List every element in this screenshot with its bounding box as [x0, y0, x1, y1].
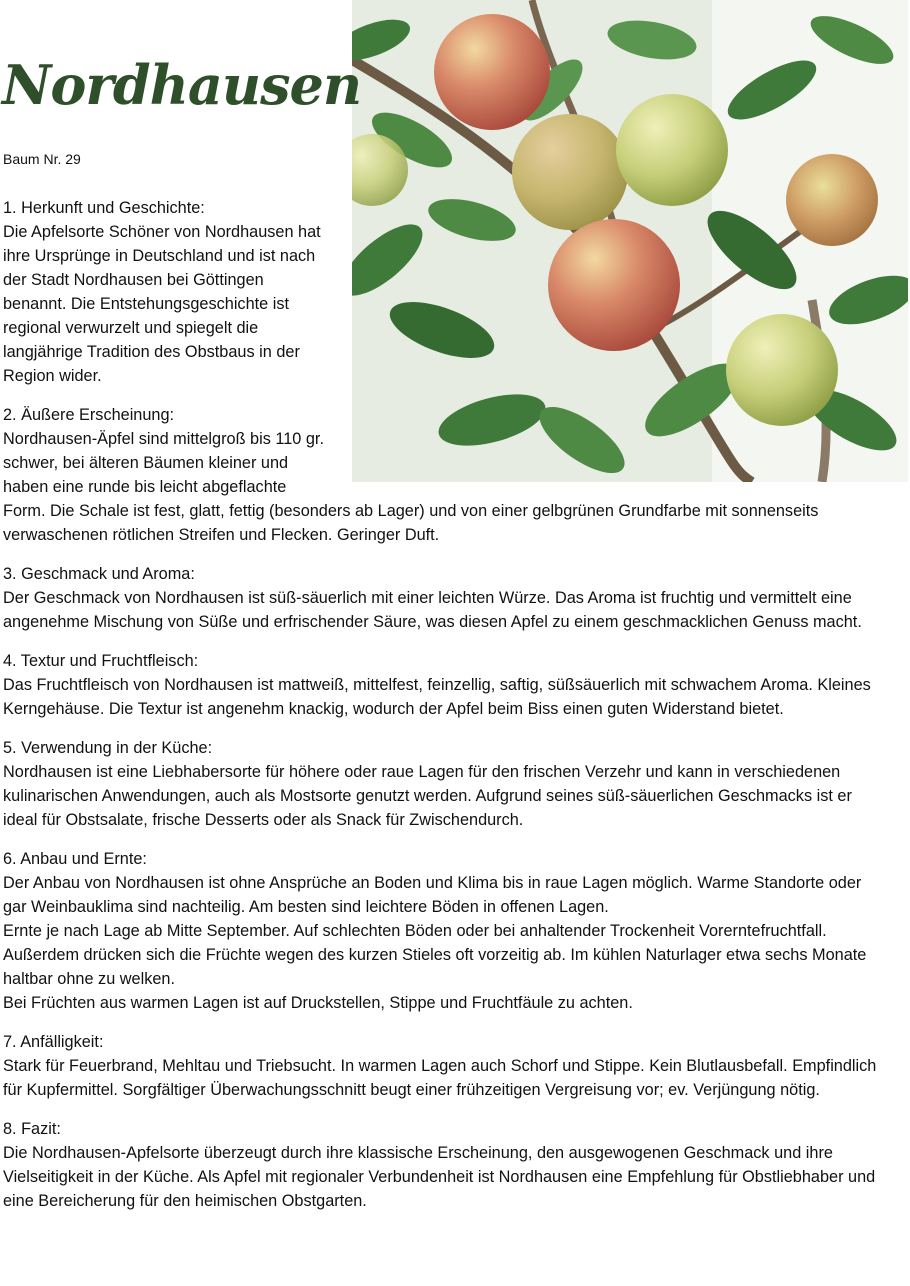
- tree-number: Baum Nr. 29: [3, 151, 81, 167]
- section: [3, 562, 883, 634]
- section-heading: 7. Anfälligkeit:: [3, 1033, 104, 1051]
- section-heading: 6. Anbau und Ernte:: [3, 850, 147, 868]
- section-heading: 4. Textur und Fruchtfleisch:: [3, 652, 199, 670]
- section: [3, 1117, 883, 1213]
- section-body: Der Geschmack von Nordhausen ist süß-säuerlich mit einer leichten Würze. Das Aroma ist fruchtig und vermittelt eine angenehme Mischung von Süße und erfrischender Säure, was diesen Apfel zu einem geschmacklichen Genuss macht.: [3, 589, 862, 631]
- section-body: Die Nordhausen-Apfelsorte überzeugt durch ihre klassische Erscheinung, den ausgewogenen Geschmack und ihre Vielseitigkeit in der Küche. Als Apfel mit regionaler Verbundenheit ist Nordhausen eine Empfehlung für Obstliebhaber und eine Bereicherung für den heimischen Obstgarten.: [3, 1144, 876, 1210]
- section-body: Nordhausen ist eine Liebhabersorte für höhere oder raue Lagen für den frischen Verzehr und kann in verschiedenen kulinarischen Anwendungen, auch als Mostsorte genutzt werden. Aufgrund seines süß-säuerlichen Geschmacks ist er ideal für Obstsalate, frische Desserts oder als Snack für Zwischendurch.: [3, 763, 852, 829]
- section-body: Die Apfelsorte Schöner von Nordhausen hat ihre Ursprünge in Deutschland und ist nach der Stadt Nordhausen bei Göttingen benannt. Die Entstehungsgeschichte ist regional verwurzelt und spiegelt die langjährige Tradition des Obstbaus in der Region wider.: [3, 223, 321, 385]
- section-heading: 1. Herkunft und Geschichte:: [3, 199, 205, 217]
- section-heading: 3. Geschmack und Aroma:: [3, 565, 195, 583]
- section: [3, 736, 883, 832]
- section: [3, 649, 883, 721]
- section: [3, 1030, 883, 1102]
- section-body: Der Anbau von Nordhausen ist ohne Ansprüche an Boden und Klima bis in raue Lagen möglich. Warme Standorte oder gar Weinbauklima sind nachteilig. Am besten sind leichtere Böden in offenen Lagen. Ernte je nach Lage ab Mitte September. Auf schlechten Böden oder bei anhaltender Trockenheit Vorerntefruchtfall. Außerdem drücken sich die Früchte wegen des kurzen Stieles oft vorzeitig ab. Im kühlen Naturlager etwa sechs Monate haltbar ohne zu welken. Bei Früchten aus warmen Lagen ist auf Druckstellen, Stippe und Fruchtfäule zu achten.: [3, 874, 867, 1012]
- page-title: Nordhausen: [2, 53, 362, 117]
- section-heading: 2. Äußere Erscheinung:: [3, 406, 175, 424]
- section: [3, 847, 883, 1015]
- article-body: [3, 196, 883, 1228]
- section-heading: 5. Verwendung in der Küche:: [3, 739, 213, 757]
- section-body: Nordhausen-Äpfel sind mittelgroß bis 110 gr. schwer, bei älteren Bäumen kleiner und haben eine runde bis leicht abgeflachte Form. Die Schale ist fest, glatt, fettig (besonders ab Lager) und von einer gelbgrünen Grundfarbe mit sonnenseits verwaschenen rötlichen Streifen und Flecken. Geringer Duft.: [3, 430, 819, 544]
- section-body: Stark für Feuerbrand, Mehltau und Triebsucht. In warmen Lagen auch Schorf und Stippe. Kein Blutlausbefall. Empfindlich für Kupfermittel. Sorgfältiger Überwachungsschnitt beugt einer frühzeitigen Vergreisung vor; ev. Verjüngung nötig.: [3, 1057, 877, 1099]
- section-body: Das Fruchtfleisch von Nordhausen ist mattweiß, mittelfest, feinzellig, saftig, süßsäuerlich mit schwachem Aroma. Kleines Kerngehäuse. Die Textur ist angenehm knackig, wodurch der Apfel beim Biss einen guten Widerstand bietet.: [3, 676, 871, 718]
- section-heading: 8. Fazit:: [3, 1120, 61, 1138]
